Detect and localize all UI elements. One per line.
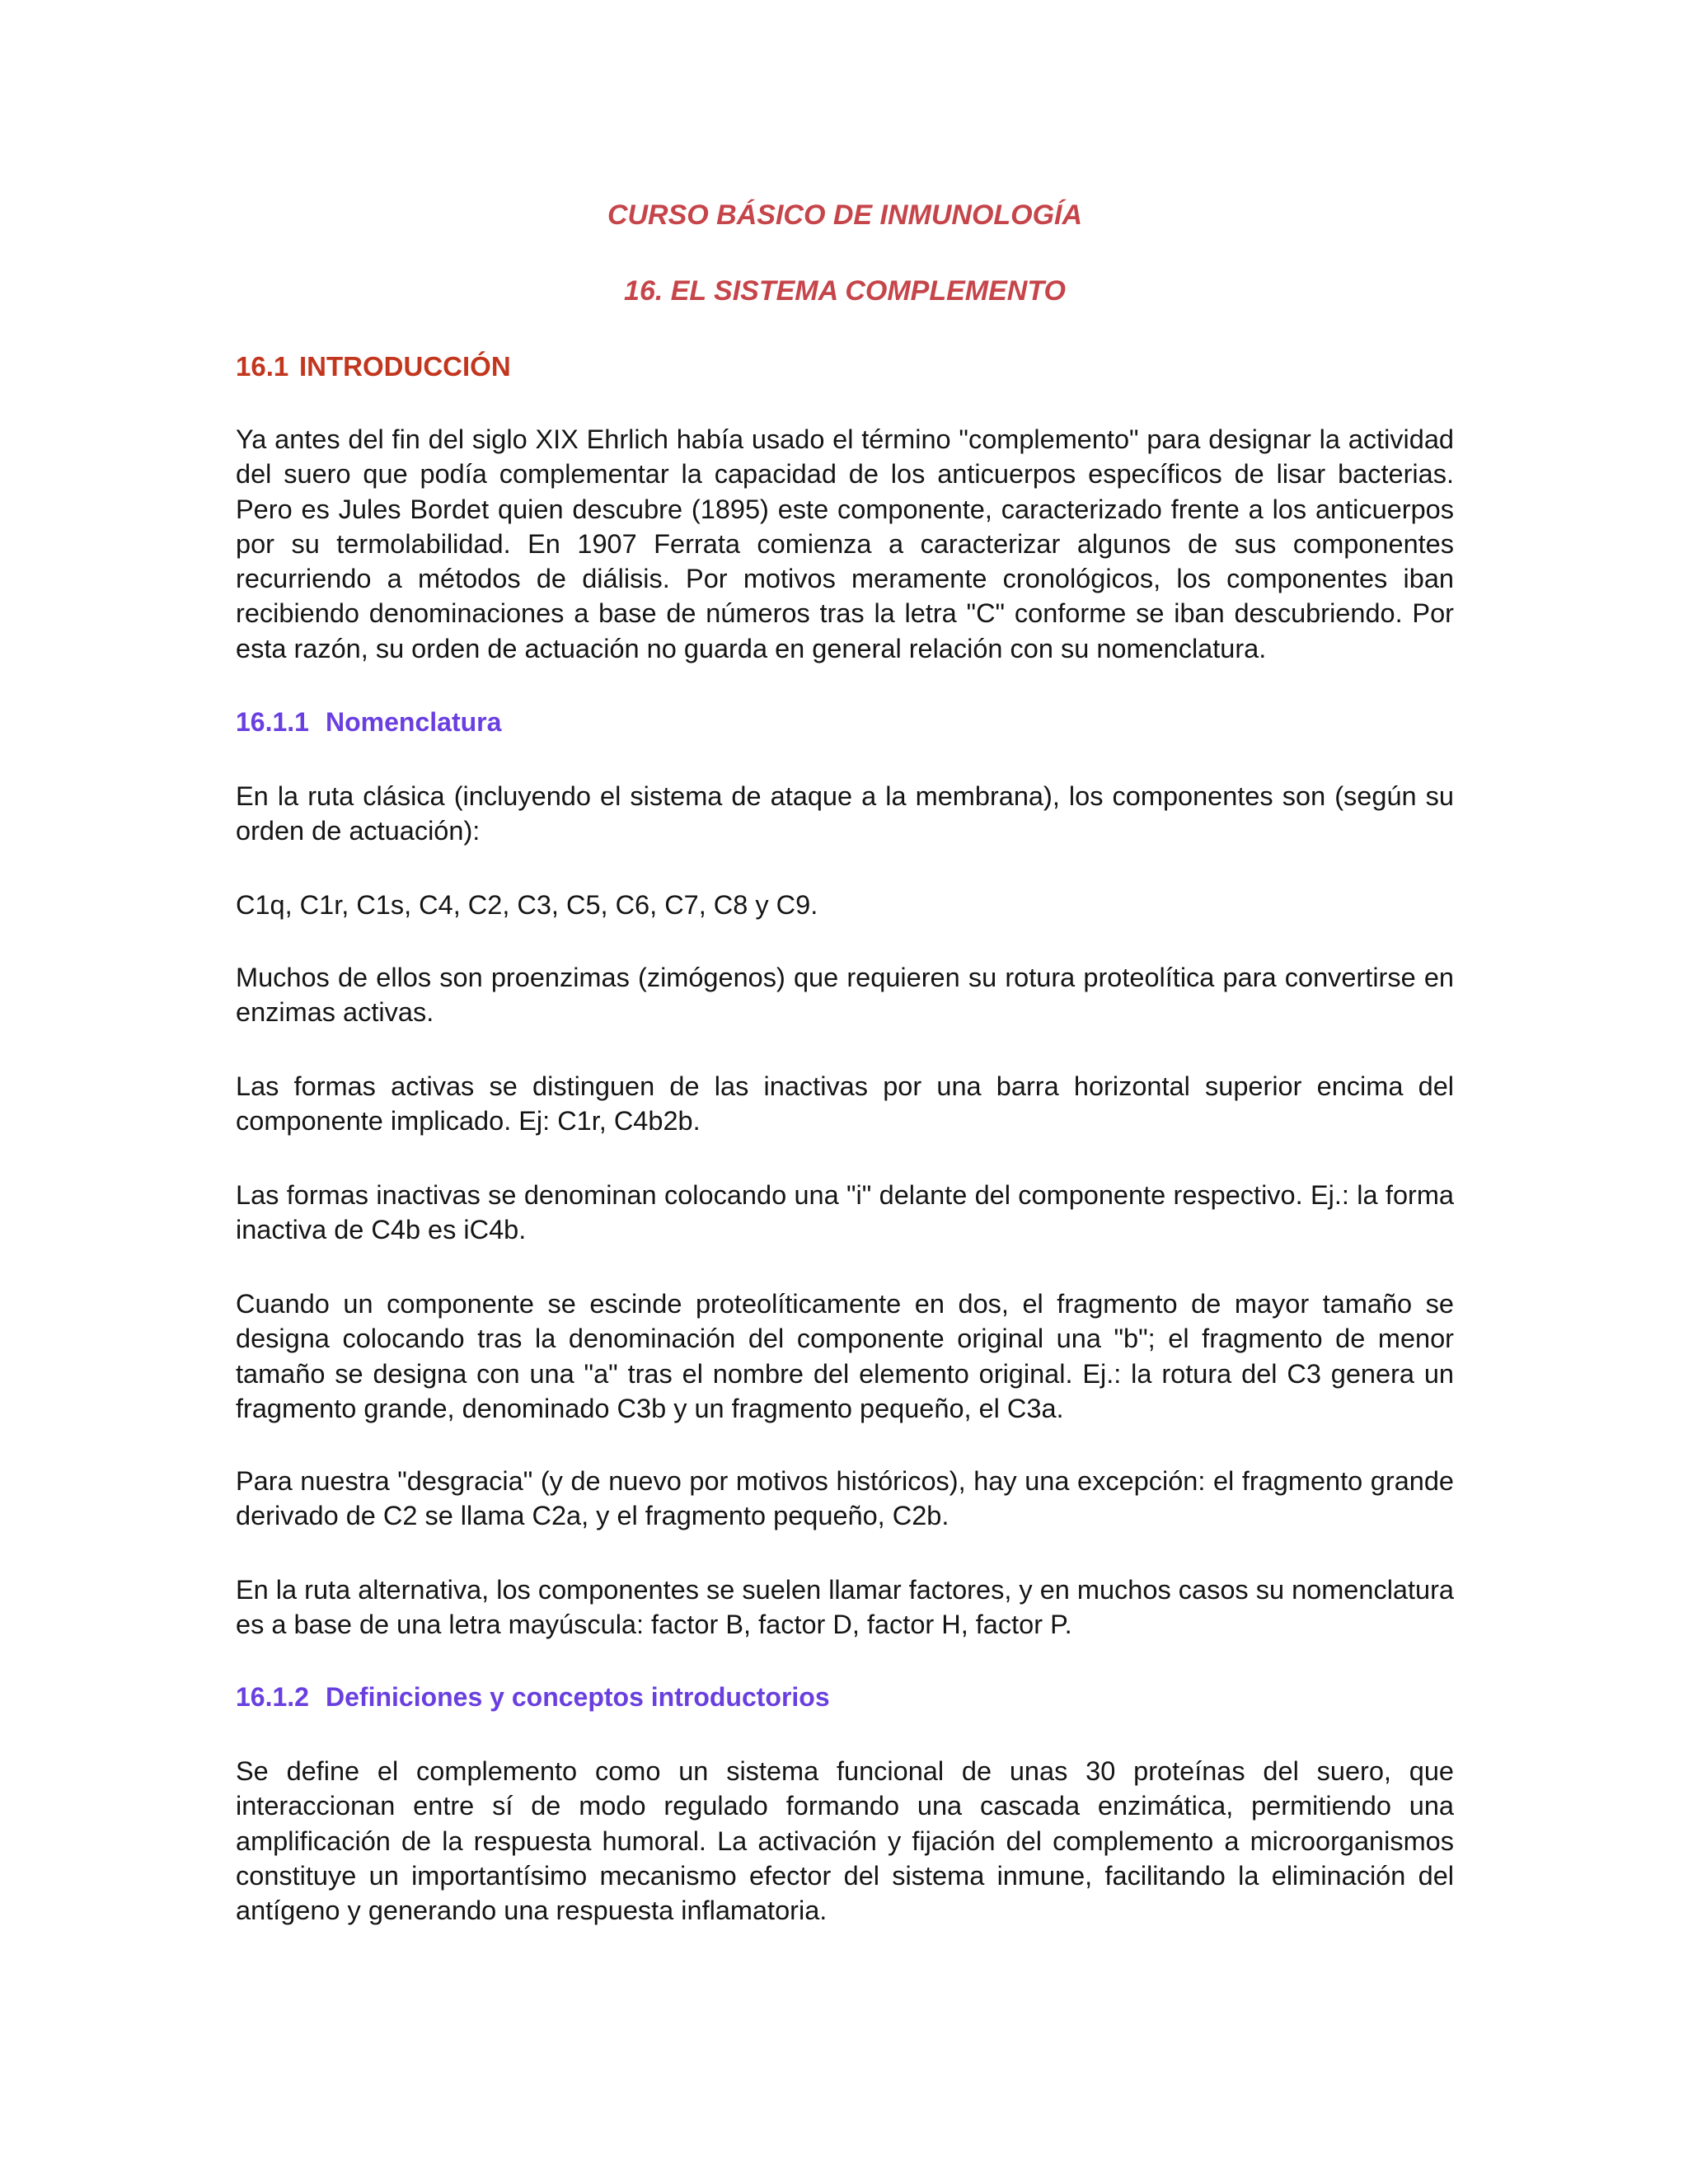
subsection-number: 16.1.1: [236, 707, 309, 737]
nomenclature-paragraph-7: Para nuestra "desgracia" (y de nuevo por motivos históricos), hay una excepción: el fragmento grande derivado de C2 se llama C2a, y el fragmento pequeño, C2b.: [236, 1466, 1454, 1531]
section-title: INTRODUCCIÓN: [299, 351, 511, 382]
nomenclature-components-list: C1q, C1r, C1s, C4, C2, C3, C5, C6, C7, C8 y C9.: [236, 890, 818, 920]
subsection-number: 16.1.2: [236, 1682, 309, 1712]
subsection-title: Nomenclatura: [326, 707, 502, 737]
subsection-title: Definiciones y conceptos introductorios: [326, 1682, 830, 1712]
nomenclature-paragraph-4: Las formas activas se distinguen de las inactivas por una barra horizontal superior encima del componente implicado. Ej: C1r, C4b2b.: [236, 1071, 1454, 1137]
course-title: CURSO BÁSICO DE INMUNOLOGÍA: [607, 199, 1083, 231]
definitions-paragraph: Se define el complemento como un sistema funcional de unas 30 proteínas del suero, que interaccionan entre sí de modo regulado formando una cascada enzimática, permitiendo una amplificación de la respuesta humoral. La activación y fijación del complemento a microorganismos constituye un importantísimo mecanismo efector del sistema inmune, facilitando la eliminación del antígeno y generando una respuesta inflamatoria.: [236, 1756, 1454, 1926]
nomenclature-paragraph-5: Las formas inactivas se denominan colocando una "i" delante del componente respectivo. Ej.: la forma inactiva de C4b es iC4b.: [236, 1180, 1454, 1245]
intro-paragraph: Ya antes del fin del siglo XIX Ehrlich había usado el término "complemento" para designar la actividad del suero que podía complementar la capacidad de los anticuerpos específicos de lisar bacterias. Pero es Jules Bordet quien descubre (1895) este componente, caracterizado frente a los anticuerpos por su termolabilidad. En 1907 Ferrata comienza a caracterizar algunos de sus componentes recurriendo a métodos de diálisis. Por motivos meramente cronológicos, los componentes iban recibiendo denominaciones a base de números tras la letra "C" conforme se iban descubriendo. Por esta razón, su orden de actuación no guarda en general relación con su nomenclatura.: [236, 424, 1454, 663]
section-heading-introduccion: [236, 350, 511, 383]
chapter-title: 16. EL SISTEMA COMPLEMENTO: [624, 275, 1066, 307]
subsection-heading-nomenclatura: [236, 705, 501, 738]
nomenclature-paragraph-3: Muchos de ellos son proenzimas (zimógenos) que requieren su rotura proteolítica para convertirse en enzimas activas.: [236, 963, 1454, 1028]
nomenclature-paragraph-8: En la ruta alternativa, los componentes se suelen llamar factores, y en muchos casos su nomenclatura es a base de una letra mayúscula: factor B, factor D, factor H, factor P.: [236, 1575, 1454, 1640]
subsection-heading-definiciones: [236, 1680, 830, 1713]
nomenclature-paragraph-1: En la ruta clásica (incluyendo el sistema de ataque a la membrana), los componentes son (según su orden de actuación):: [236, 781, 1454, 846]
nomenclature-paragraph-6: Cuando un componente se escinde proteolíticamente en dos, el fragmento de mayor tamaño se designa colocando tras la denominación del componente original una "b"; el fragmento de menor tamaño se designa con una "a" tras el nombre del elemento original. Ej.: la rotura del C3 genera un fragmento grande, denominado C3b y un fragmento pequeño, el C3a.: [236, 1289, 1454, 1423]
section-number: 16.1: [236, 351, 289, 382]
